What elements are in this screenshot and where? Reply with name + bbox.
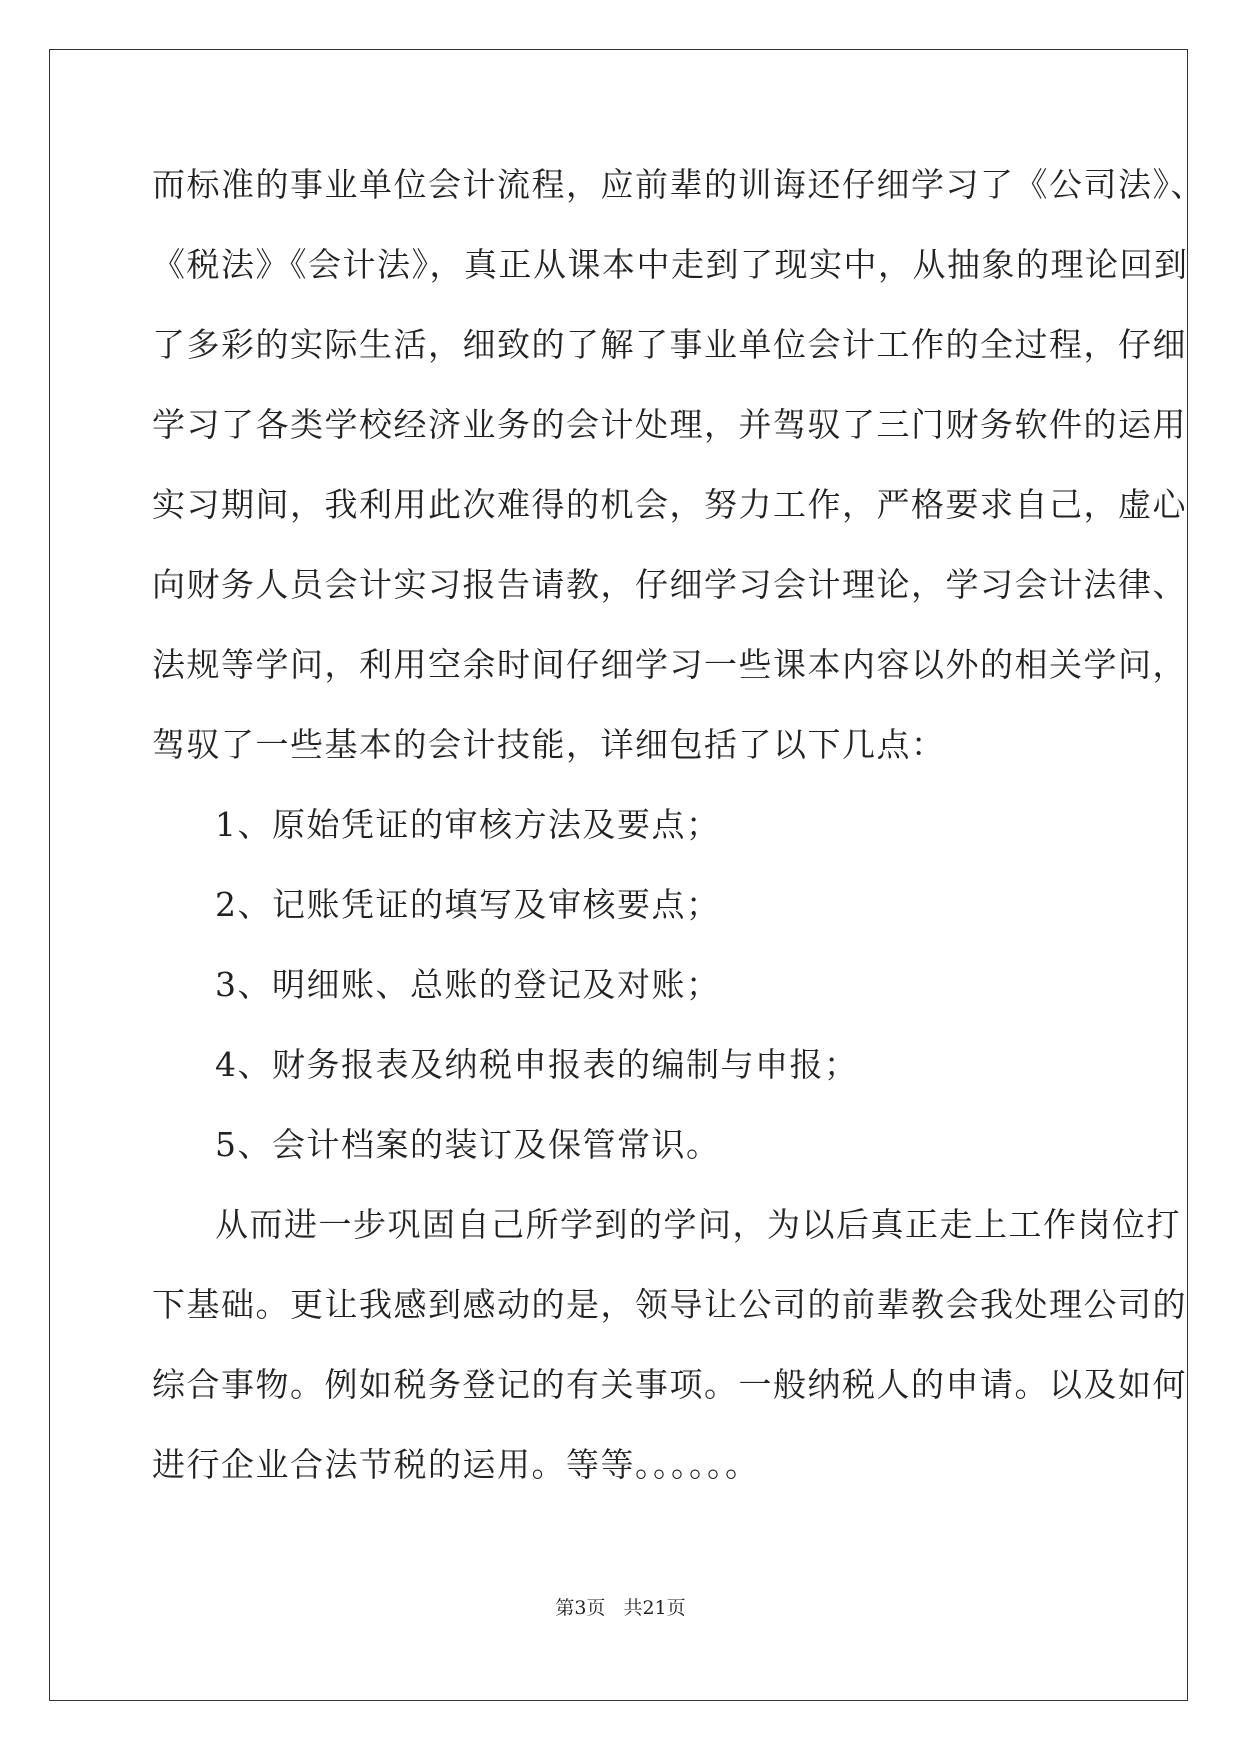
- list-item: 4、财务报表及纳税申报表的编制与申报；: [215, 1045, 859, 1084]
- text-line: 法规等学问，利用空余时间仔细学习一些课本内容以外的相关学问，: [152, 645, 1187, 684]
- page-number: 第3页: [555, 1597, 606, 1619]
- text-line: 而标准的事业单位会计流程，应前辈的训诲还仔细学习了《公司法》、: [152, 165, 1205, 204]
- list-item: 5、会计档案的装订及保管常识。: [215, 1125, 721, 1164]
- paragraph-start-line: 从而进一步巩固自己所学到的学问，为以后真正走上工作岗位打: [215, 1205, 1181, 1244]
- text-line: 实习期间，我利用此次难得的机会，努力工作，严格要求自己，虚心: [152, 485, 1187, 524]
- list-item: 1、原始凭证的审核方法及要点；: [215, 805, 721, 844]
- list-item: 3、明细账、总账的登记及对账；: [215, 965, 721, 1004]
- text-line: 《税法》《会计法》，真正从课本中走到了现实中，从抽象的理论回到: [152, 245, 1189, 284]
- text-line: 综合事物。例如税务登记的有关事项。一般纳税人的申请。以及如何: [152, 1365, 1187, 1404]
- page-footer: [0, 1593, 1241, 1620]
- text-line: 学习了各类学校经济业务的会计处理，并驾驭了三门财务软件的运用: [152, 405, 1187, 444]
- document-body: [152, 155, 1205, 1515]
- text-line: 驾驭了一些基本的会计技能，详细包括了以下几点：: [152, 725, 946, 764]
- text-line: 向财务人员会计实习报告请教，仔细学习会计理论，学习会计法律、: [152, 565, 1187, 604]
- text-line: 了多彩的实际生活，细致的了解了事业单位会计工作的全过程，仔细: [152, 325, 1187, 364]
- list-item: 2、记账凭证的填写及审核要点；: [215, 885, 721, 924]
- text-line: 进行企业合法节税的运用。等等。。。。。。: [152, 1445, 760, 1484]
- text-line: 下基础。更让我感到感动的是，领导让公司的前辈教会我处理公司的: [152, 1285, 1187, 1324]
- page-total: 共21页: [623, 1597, 686, 1619]
